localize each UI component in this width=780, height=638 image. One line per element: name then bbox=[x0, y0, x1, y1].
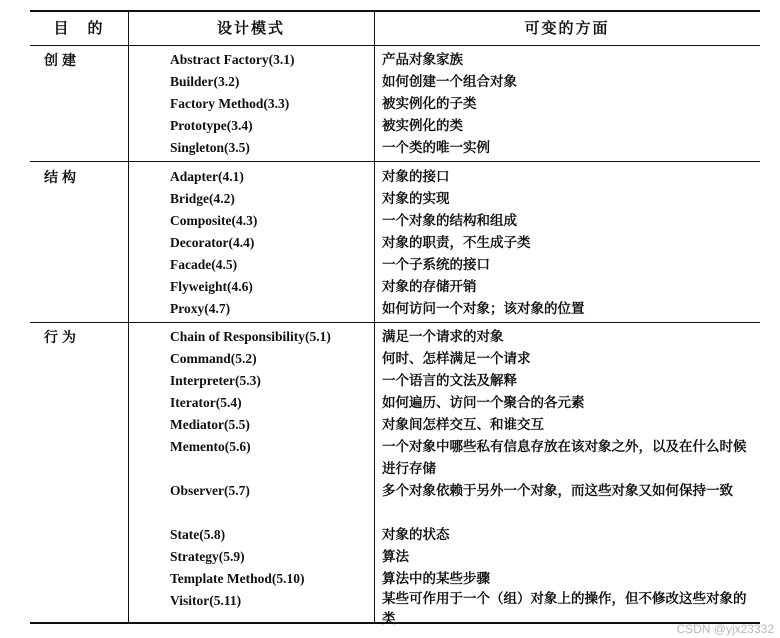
table-row bbox=[30, 568, 760, 590]
pattern-name: State(5.8) bbox=[170, 527, 226, 542]
variable-aspect: 多个对象依赖于另外一个对象，而这些对象又如何保持一致 bbox=[382, 483, 733, 499]
header-purpose: 目 的 bbox=[53, 19, 105, 37]
variable-aspect: 对象间怎样交互、和谁交互 bbox=[382, 417, 544, 433]
variable-aspect: 如何遍历、访问一个聚合的各元素 bbox=[382, 395, 585, 411]
pattern-name: Composite(4.3) bbox=[170, 213, 258, 228]
pattern-name: Interpreter(5.3) bbox=[170, 373, 261, 388]
pattern-name: Bridge(4.2) bbox=[170, 191, 235, 206]
pattern-name: Chain of Responsibility(5.1) bbox=[170, 329, 331, 344]
pattern-name: Mediator(5.5) bbox=[170, 417, 250, 432]
variable-aspect: 如何创建一个组合对象 bbox=[382, 74, 517, 90]
variable-aspect: 对象的接口 bbox=[382, 169, 450, 185]
table-row bbox=[30, 254, 760, 276]
table-row bbox=[30, 188, 760, 210]
pattern-name: Template Method(5.10) bbox=[170, 571, 305, 586]
variable-aspect: 对象的职责，不生成子类 bbox=[382, 235, 531, 251]
table-row bbox=[30, 524, 760, 546]
pattern-name: Command(5.2) bbox=[170, 351, 257, 366]
table-row bbox=[30, 348, 760, 370]
table-row bbox=[30, 71, 760, 93]
variable-aspect: 如何访问一个对象；该对象的位置 bbox=[382, 301, 585, 317]
pattern-name: Strategy(5.9) bbox=[170, 549, 245, 564]
design-patterns-table bbox=[30, 10, 760, 627]
pattern-name: Decorator(4.4) bbox=[170, 235, 255, 250]
table-row bbox=[30, 166, 760, 188]
table-row bbox=[30, 480, 760, 524]
variable-aspect: 算法中的某些步骤 bbox=[382, 571, 490, 587]
watermark: CSDN @yjx23332 bbox=[676, 622, 774, 636]
pattern-name: Iterator(5.4) bbox=[170, 395, 242, 410]
variable-aspect: 对象的存储开销 bbox=[382, 279, 477, 295]
variable-aspect: 对象的实现 bbox=[382, 191, 450, 207]
pattern-name: Observer(5.7) bbox=[170, 483, 250, 498]
group-divider-1 bbox=[30, 161, 760, 162]
table-row bbox=[30, 436, 760, 480]
table-row bbox=[30, 298, 760, 320]
table-row bbox=[30, 93, 760, 115]
category-structural: 结构 bbox=[44, 170, 80, 186]
variable-aspect: 被实例化的类 bbox=[382, 118, 463, 134]
variable-aspect: 一个对象中哪些私有信息存放在该对象之外，以及在什么时候进行存储 bbox=[382, 439, 747, 477]
table-row bbox=[30, 137, 760, 159]
table-row bbox=[30, 414, 760, 436]
table-row bbox=[30, 326, 760, 348]
variable-aspect: 一个子系统的接口 bbox=[382, 257, 490, 273]
variable-aspect: 一个语言的文法及解释 bbox=[382, 373, 517, 389]
pattern-name: Abstract Factory(3.1) bbox=[170, 52, 295, 67]
pattern-name: Singleton(3.5) bbox=[170, 140, 250, 155]
variable-aspect: 算法 bbox=[382, 549, 409, 565]
table-row bbox=[30, 210, 760, 232]
variable-aspect: 某些可作用于一个（组）对象上的操作，但不修改这些对象的类 bbox=[382, 591, 747, 627]
pattern-name: Memento(5.6) bbox=[170, 439, 251, 454]
pattern-name: Builder(3.2) bbox=[170, 74, 240, 89]
variable-aspect: 何时、怎样满足一个请求 bbox=[382, 351, 531, 367]
variable-aspect: 一个类的唯一实例 bbox=[382, 140, 490, 156]
group-divider-2 bbox=[30, 322, 760, 323]
table-row bbox=[30, 49, 760, 71]
variable-aspect: 满足一个请求的对象 bbox=[382, 329, 504, 345]
table-row bbox=[30, 546, 760, 568]
pattern-name: Flyweight(4.6) bbox=[170, 279, 253, 294]
pattern-name: Facade(4.5) bbox=[170, 257, 238, 272]
pattern-name: Adapter(4.1) bbox=[170, 169, 244, 184]
variable-aspect: 产品对象家族 bbox=[382, 52, 463, 68]
table-row bbox=[30, 276, 760, 298]
header-design-pattern: 设计模式 bbox=[216, 19, 285, 37]
table-row bbox=[30, 232, 760, 254]
table-row bbox=[30, 370, 760, 392]
variable-aspect: 被实例化的子类 bbox=[382, 96, 477, 112]
pattern-name: Proxy(4.7) bbox=[170, 301, 231, 316]
category-creational: 创建 bbox=[44, 53, 80, 69]
variable-aspect: 一个对象的结构和组成 bbox=[382, 213, 517, 229]
header-variable-aspect: 可变的方面 bbox=[524, 19, 610, 37]
table-row bbox=[30, 115, 760, 137]
pattern-name: Prototype(3.4) bbox=[170, 118, 253, 133]
pattern-name: Factory Method(3.3) bbox=[170, 96, 290, 111]
table-row bbox=[30, 590, 760, 627]
category-behavioral: 行为 bbox=[44, 330, 80, 346]
table-row bbox=[30, 392, 760, 414]
variable-aspect: 对象的状态 bbox=[382, 527, 450, 543]
pattern-name: Visitor(5.11) bbox=[170, 593, 242, 608]
